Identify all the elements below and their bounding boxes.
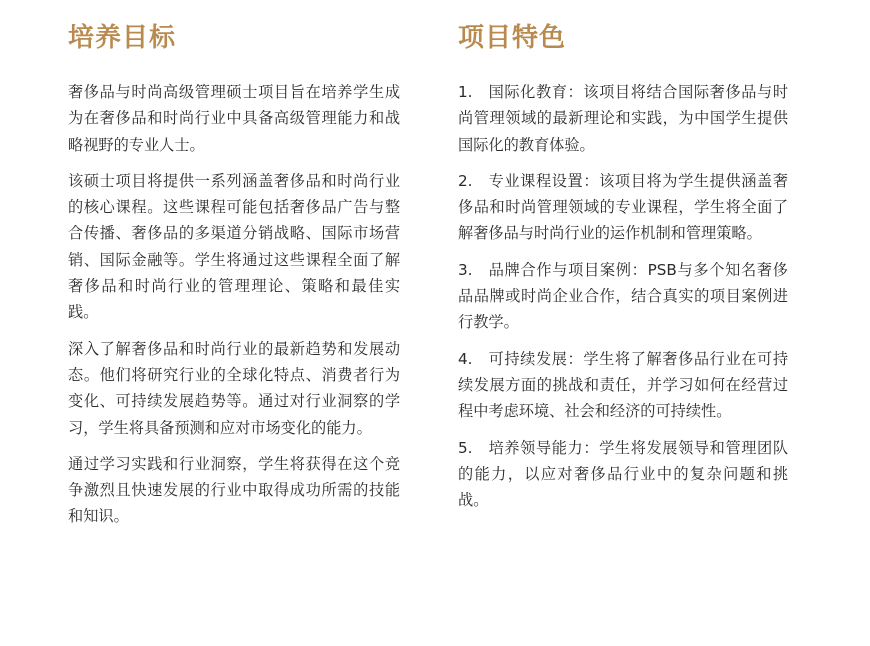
feature-item <box>458 346 788 425</box>
objectives-paragraph: 深入了解奢侈品和时尚行业的最新趋势和发展动态。他们将研究行业的全球化特点、消费者行为变化、可持续发展趋势等。通过对行业洞察的学习，学生将具备预测和应对市场变化的能力。 <box>68 339 400 437</box>
feature-number: 1. <box>458 83 473 101</box>
feature-number: 4. <box>458 349 473 368</box>
feature-text: 品牌合作与项目案例：PSB与多个知名奢侈品品牌或时尚企业合作，结合真实的项目案例进行教学。 <box>458 260 788 332</box>
objectives-paragraph: 奢侈品与时尚高级管理硕士项目旨在培养学生成为在奢侈品和时尚行业中具备高级管理能力和战略视野的专业人士。 <box>68 83 400 154</box>
feature-text: 专业课程设置：该项目将为学生提供涵盖奢侈品和时尚管理领域的专业课程，学生将全面了解奢侈品与时尚行业的运作机制和管理策略。 <box>458 171 788 243</box>
training-objectives-section <box>68 18 400 540</box>
feature-number: 5. <box>458 438 473 457</box>
feature-item <box>458 168 788 247</box>
feature-text: 培养领导能力：学生将发展领导和管理团队的能力，以应对奢侈品行业中的复杂问题和挑战。 <box>458 438 788 510</box>
feature-number: 3. <box>458 260 473 279</box>
training-objectives-heading: 培养目标 <box>68 23 177 53</box>
feature-text: 可持续发展：学生将了解奢侈品行业在可持续发展方面的挑战和责任，并学习如何在经营过程中考虑环境、社会和经济的可持续性。 <box>458 349 788 421</box>
feature-item <box>458 79 788 158</box>
feature-item <box>458 435 788 514</box>
program-features-section <box>458 18 788 523</box>
objectives-paragraph: 通过学习实践和行业洞察，学生将获得在这个竞争激烈且快速发展的行业中取得成功所需的技能和知识。 <box>68 454 400 526</box>
program-features-heading: 项目特色 <box>458 23 567 53</box>
feature-number: 2. <box>458 171 473 190</box>
feature-text: 国际化教育：该项目将结合国际奢侈品与时尚管理领域的最新理论和实践，为中国学生提供国际化的教育体验。 <box>458 83 788 154</box>
objectives-paragraph: 该硕士项目将提供一系列涵盖奢侈品和时尚行业的核心课程。这些课程可能包括奢侈品广告与整合传播、奢侈品的多渠道分销战略、国际市场营销、国际金融等。学生将通过这些课程全面了解奢侈品和时尚行业的管理理论、策略和最佳实践。 <box>68 171 400 322</box>
feature-item <box>458 257 788 336</box>
